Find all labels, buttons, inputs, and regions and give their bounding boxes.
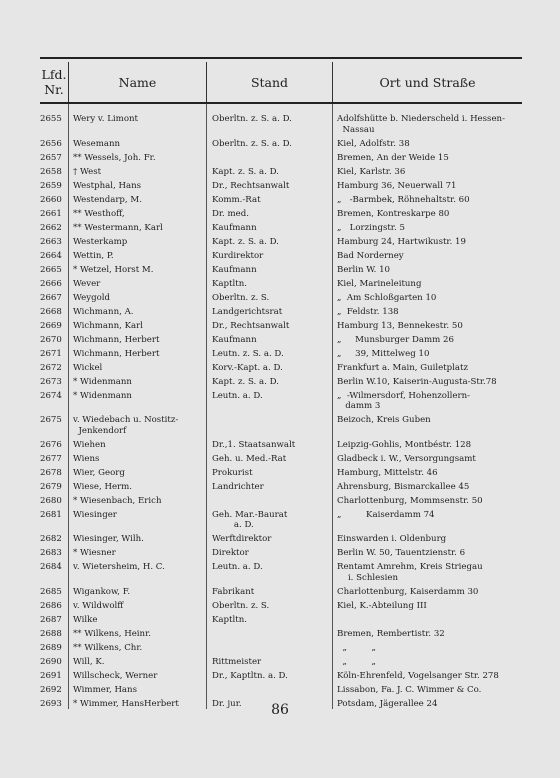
entry-number: 2664 <box>40 250 62 261</box>
table-body <box>40 114 522 709</box>
entry-number: 2660 <box>40 194 62 205</box>
entry-number: 2678 <box>40 467 62 478</box>
entry-occupation: Leutn. a. D. <box>212 390 263 401</box>
entry-occupation: Kaufmann <box>212 222 257 233</box>
entry-address: „ -Barmbek, Röhnehaltstr. 60 <box>337 194 470 205</box>
entry-occupation: Dr., Rechtsanwalt <box>212 180 290 191</box>
page-number: 86 <box>271 702 289 718</box>
entry-name: Wichmann, A. <box>73 306 134 317</box>
entry-occupation: Prokurist <box>212 467 253 478</box>
column-divider <box>332 104 333 709</box>
entry-address: Adolfshütte b. Niederscheld i. Hessen- Nassau <box>337 114 505 135</box>
entry-occupation: Leutn. a. D. <box>212 562 263 572</box>
entry-occupation: Korv.-Kapt. a. D. <box>212 362 283 373</box>
entry-address: „ Am Schloßgarten 10 <box>337 292 437 303</box>
entry-occupation <box>206 629 332 640</box>
entry-name: v. Wildwolff <box>73 600 124 611</box>
entry-name: ** Wessels, Joh. Fr. <box>73 152 156 163</box>
entry-address: Hamburg 36, Neuerwall 71 <box>337 180 457 191</box>
entry-name: Wimmer, Hans <box>73 684 138 695</box>
entry-number: 2670 <box>40 334 62 345</box>
entry-name: Wettin, P. <box>73 250 114 261</box>
table-row <box>40 153 522 164</box>
entry-address: „ 39, Mittelweg 10 <box>337 348 430 359</box>
table-row <box>40 548 522 559</box>
entry-occupation: Geh. Mar.-Baurat a. D. <box>212 509 288 530</box>
entry-number: 2684 <box>40 562 62 572</box>
entry-number: 2666 <box>40 278 62 289</box>
entry-number: 2688 <box>40 628 62 639</box>
table-row <box>40 534 522 545</box>
entry-address: Bremen, Rembertistr. 32 <box>337 628 445 639</box>
entry-occupation: Kaufmann <box>212 334 257 345</box>
entry-number: 2677 <box>40 453 62 464</box>
entry-name: Wesemann <box>73 138 121 149</box>
table-header <box>40 62 522 104</box>
entry-name: Wiesinger <box>73 509 117 520</box>
entry-number: 2675 <box>40 415 62 425</box>
entry-address: Potsdam, Jägerallee 24 <box>337 698 438 709</box>
entry-occupation: Dr.,1. Staatsanwalt <box>212 439 296 450</box>
table-row <box>40 363 522 374</box>
entry-name: ** Wilkens, Heinr. <box>73 628 151 639</box>
entry-occupation: Geh. u. Med.-Rat <box>212 453 287 464</box>
entry-address: Ahrensburg, Bismarckallee 45 <box>337 481 470 492</box>
table-row <box>40 587 522 598</box>
entry-number: 2669 <box>40 320 62 331</box>
header-ort: Ort und Straße <box>332 62 522 102</box>
top-rule <box>40 57 522 59</box>
table-row <box>40 657 522 668</box>
entry-address: Beizoch, Kreis Guben <box>337 415 431 425</box>
entry-address: Leipzig-Gohlis, Montbéstr. 128 <box>337 439 472 450</box>
entry-number: 2663 <box>40 236 62 247</box>
header-name: Name <box>68 62 206 102</box>
entry-name: Wiens <box>73 453 100 464</box>
entry-address: Kiel, Karlstr. 36 <box>337 166 406 177</box>
entry-number: 2655 <box>40 114 62 124</box>
table-row <box>40 482 522 493</box>
entry-name: Wigankow, F. <box>73 586 131 597</box>
entry-occupation: Direktor <box>212 548 249 558</box>
table-row <box>40 615 522 626</box>
table-row <box>40 114 522 135</box>
entry-name: Wever <box>73 278 101 289</box>
entry-name: Westerkamp <box>73 236 128 247</box>
entry-number: 2671 <box>40 348 62 359</box>
entry-occupation: Oberltn. z. S. a. D. <box>212 138 292 149</box>
entry-address: Berlin W. 50, Tauentzienstr. 6 <box>337 548 466 558</box>
entry-address: Kiel, K.-Abteilung III <box>337 600 427 611</box>
table-row <box>40 643 522 654</box>
entry-occupation: Rittmeister <box>212 656 262 667</box>
entry-occupation: Kaptltn. <box>212 614 247 625</box>
entry-name: Wiehen <box>73 439 106 450</box>
table-row <box>40 468 522 479</box>
column-divider <box>206 104 207 709</box>
entry-occupation: Oberltn. z. S. <box>212 292 270 303</box>
entry-number: 2691 <box>40 670 62 681</box>
header-nr: Lfd. Nr. <box>41 67 67 97</box>
entry-occupation: Dr. med. <box>212 208 249 219</box>
entry-name: v. Wiedebach u. Nostitz- Jenkendorf <box>73 415 179 436</box>
table-row <box>40 181 522 192</box>
entry-name: * Wimmer, HansHerbert <box>73 698 179 709</box>
entry-name: ** Westhoff, <box>73 208 125 219</box>
entry-number: 2674 <box>40 390 62 401</box>
entry-address: Berlin W. 10 <box>337 264 391 275</box>
entry-name: Wiesinger, Wilh. <box>73 534 144 544</box>
table-row <box>40 209 522 220</box>
entry-name: ** Westermann, Karl <box>73 222 163 233</box>
entry-address: Frankfurt a. Main, Guiletplatz <box>337 362 468 373</box>
entry-occupation: Dr., Kaptltn. a. D. <box>212 670 288 681</box>
table-row <box>40 265 522 276</box>
entry-occupation: Fabrikant <box>212 586 255 597</box>
entry-name: Wichmann, Karl <box>73 320 143 331</box>
entry-occupation <box>206 643 332 654</box>
entry-address: Hamburg 13, Bennekestr. 50 <box>337 320 463 331</box>
table-row <box>40 562 522 583</box>
entry-address: Rentamt Amrehm, Kreis Striegau i. Schlesien <box>337 562 483 583</box>
table-row <box>40 415 522 436</box>
entry-occupation: Oberltn. z. S. <box>212 600 270 611</box>
entry-occupation <box>206 153 332 164</box>
table-row <box>40 321 522 332</box>
table-row <box>40 601 522 612</box>
entry-name: † West <box>73 166 102 177</box>
header-stand: Stand <box>206 62 332 102</box>
entry-address: „ Lorzingstr. 5 <box>337 222 405 233</box>
entry-name: Will, K. <box>73 656 105 667</box>
table-row <box>40 454 522 465</box>
table-row <box>40 167 522 178</box>
entry-name: Willscheck, Werner <box>73 670 158 681</box>
entry-address: Bremen, An der Weide 15 <box>337 152 449 163</box>
entry-address <box>332 615 522 626</box>
entry-address: Einswarden i. Oldenburg <box>337 534 447 544</box>
table-row <box>40 237 522 248</box>
entry-number: 2667 <box>40 292 62 303</box>
entry-occupation <box>206 685 332 696</box>
entry-address: „ Munsburger Damm 26 <box>337 334 454 345</box>
entry-number: 2683 <box>40 548 62 558</box>
entry-name: Wichmann, Herbert <box>73 334 160 345</box>
entry-occupation: Komm.-Rat <box>212 194 261 205</box>
table-row <box>40 293 522 304</box>
entry-occupation <box>206 415 332 436</box>
table-row <box>40 223 522 234</box>
entry-number: 2687 <box>40 614 62 625</box>
entry-number: 2672 <box>40 362 62 373</box>
entry-address: „ „ <box>337 642 376 653</box>
column-divider <box>68 104 69 709</box>
table-row <box>40 195 522 206</box>
table-row <box>40 440 522 451</box>
entry-address: Kiel, Adolfstr. 38 <box>337 138 410 149</box>
entry-number: 2681 <box>40 509 62 520</box>
entry-address: Kiel, Marineleitung <box>337 278 422 289</box>
table-row <box>40 496 522 507</box>
entry-name: * Widenmann <box>73 376 132 387</box>
entry-number: 2673 <box>40 376 62 387</box>
entry-occupation: Landgerichtsrat <box>212 306 283 317</box>
entry-occupation: Kapt. z. S. a. D. <box>212 166 279 177</box>
table-row <box>40 671 522 682</box>
entry-address: „ -Wilmersdorf, Hohenzollern- damm 3 <box>337 390 471 411</box>
entry-number: 2689 <box>40 642 62 653</box>
entry-occupation: Dr. jur. <box>212 698 242 709</box>
entry-address: Charlottenburg, Mommsenstr. 50 <box>337 495 483 506</box>
entry-name: Wickel <box>73 362 103 373</box>
table-row <box>40 335 522 346</box>
entry-occupation: Kapt. z. S. a. D. <box>212 376 279 387</box>
directory-table <box>40 62 522 713</box>
entry-name: ** Wilkens, Chr. <box>73 642 143 653</box>
table-row <box>40 349 522 360</box>
entry-name: * Widenmann <box>73 390 132 401</box>
entry-number: 2662 <box>40 222 62 233</box>
entry-number: 2661 <box>40 208 62 219</box>
entry-number: 2692 <box>40 684 62 695</box>
entry-name: * Wiesenbach, Erich <box>73 495 162 506</box>
entry-address: Lissabon, Fa. J. C. Wimmer & Co. <box>337 684 482 695</box>
entry-number: 2693 <box>40 698 62 709</box>
entry-number: 2680 <box>40 495 62 506</box>
entry-name: Wiese, Herm. <box>73 481 133 492</box>
entry-number: 2657 <box>40 152 62 163</box>
entry-occupation: Kaufmann <box>212 264 257 275</box>
entry-address: Köln-Ehrenfeld, Vogelsanger Str. 278 <box>337 670 499 681</box>
entry-number: 2665 <box>40 264 62 275</box>
entry-address: Charlottenburg, Kaiserdamm 30 <box>337 586 479 597</box>
table-row <box>40 139 522 150</box>
entry-number: 2690 <box>40 656 62 667</box>
entry-name: Wilke <box>73 614 98 625</box>
entry-address: Bad Norderney <box>337 250 404 261</box>
entry-number: 2686 <box>40 600 62 611</box>
entry-occupation: Kurdirektor <box>212 250 264 261</box>
entry-occupation <box>206 496 332 507</box>
table-row <box>40 279 522 290</box>
entry-name: v. Wietersheim, H. C. <box>73 562 165 572</box>
table-row <box>40 685 522 696</box>
entry-name: Wichmann, Herbert <box>73 348 160 359</box>
entry-number: 2659 <box>40 180 62 191</box>
table-row <box>40 307 522 318</box>
entry-number: 2668 <box>40 306 62 317</box>
entry-address: Bremen, Kontreskarpe 80 <box>337 208 450 219</box>
entry-name: * Wetzel, Horst M. <box>73 264 154 275</box>
table-row <box>40 251 522 262</box>
entry-occupation: Landrichter <box>212 481 264 492</box>
entry-number: 2676 <box>40 439 62 450</box>
entry-address: „ „ <box>337 656 376 667</box>
entry-address: „ Feldstr. 138 <box>337 306 399 317</box>
entry-name: * Wiesner <box>73 548 116 558</box>
entry-occupation: Werftdirektor <box>212 534 272 544</box>
entry-number: 2679 <box>40 481 62 492</box>
entry-occupation: Kaptltn. <box>212 278 247 289</box>
entry-number: 2685 <box>40 586 62 597</box>
entry-occupation: Kapt. z. S. a. D. <box>212 236 279 247</box>
entry-occupation: Dr., Rechtsanwalt <box>212 320 290 331</box>
entry-name: Weygold <box>73 292 110 303</box>
table-row <box>40 629 522 640</box>
entry-address: Gladbeck i. W., Versorgungsamt <box>337 453 476 464</box>
entry-number: 2682 <box>40 534 62 544</box>
table-row <box>40 391 522 412</box>
entry-name: Wery v. Limont <box>73 114 138 124</box>
entry-name: Wier, Georg <box>73 467 125 478</box>
entry-address: Hamburg, Mittelstr. 46 <box>337 467 438 478</box>
entry-address: Berlin W.10, Kaiserin-Augusta-Str.78 <box>337 376 497 387</box>
entry-address: „ Kaiserdamm 74 <box>337 509 435 520</box>
entry-occupation: Oberltn. z. S. a. D. <box>212 114 292 124</box>
entry-occupation: Leutn. z. S. a. D. <box>212 348 284 359</box>
entry-address: Hamburg 24, Hartwikustr. 19 <box>337 236 466 247</box>
table-row <box>40 510 522 531</box>
entry-number: 2658 <box>40 166 62 177</box>
entry-name: Westphal, Hans <box>73 180 142 191</box>
entry-number: 2656 <box>40 138 62 149</box>
entry-name: Westendarp, M. <box>73 194 142 205</box>
table-row <box>40 377 522 388</box>
